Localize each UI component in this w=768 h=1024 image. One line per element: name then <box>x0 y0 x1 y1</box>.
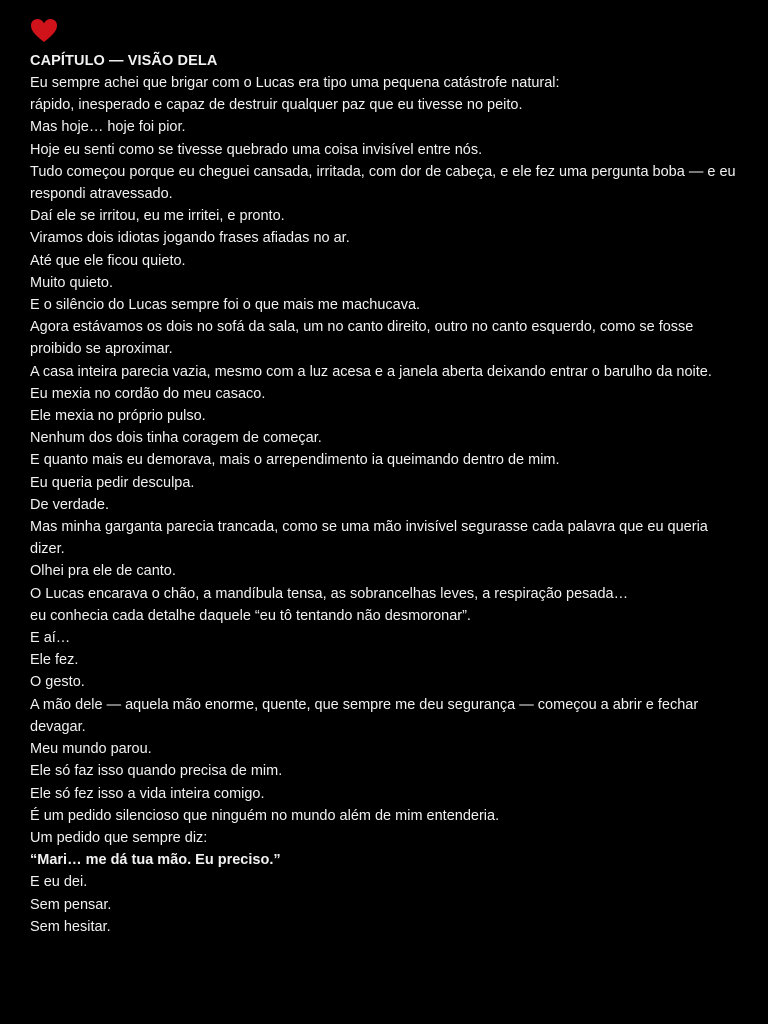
text-line: O Lucas encarava o chão, a mandíbula tensa, as sobrancelhas leves, a respiração pesada… <box>30 585 629 602</box>
text-line: De verdade. <box>30 496 109 513</box>
text-line: Daí ele se irritou, eu me irritei, e pronto. <box>30 208 285 225</box>
text-line: Hoje eu senti como se tivesse quebrado uma coisa invisível entre nós. <box>30 141 483 158</box>
text-line: Ele só faz isso quando precisa de mim. <box>30 763 283 780</box>
text-line: eu conhecia cada detalhe daquele “eu tô tentando não desmoronar”. <box>30 607 471 624</box>
heart-icon <box>30 18 58 44</box>
text-line: A casa inteira parecia vazia, mesmo com a luz acesa e a janela aberta deixando entrar o barulho da noite. <box>30 363 712 380</box>
chapter-title: CAPÍTULO — VISÃO DELA <box>30 53 218 69</box>
text-line: Muito quieto. <box>30 274 114 291</box>
text-line: Agora estávamos os dois no sofá da sala, um no canto direito, outro no canto esquerdo, como se fosse proibido se aproximar. <box>30 319 694 358</box>
chapter-text <box>30 72 746 938</box>
text-line: Ele só fez isso a vida inteira comigo. <box>30 785 265 802</box>
text-line: O gesto. <box>30 674 85 691</box>
text-line: Mas minha garganta parecia trancada, como se uma mão invisível segurasse cada palavra que eu queria dizer. <box>30 519 708 558</box>
text-line: E o silêncio do Lucas sempre foi o que mais me machucava. <box>30 297 421 314</box>
text-line: rápido, inesperado e capaz de destruir qualquer paz que eu tivesse no peito. <box>30 97 523 114</box>
text-line: E eu dei. <box>30 874 88 891</box>
text-line: Viramos dois idiotas jogando frases afiadas no ar. <box>30 230 350 247</box>
chapter-page <box>30 18 746 938</box>
text-line: Nenhum dos dois tinha coragem de começar. <box>30 430 322 447</box>
text-line: Eu mexia no cordão do meu casaco. <box>30 385 266 402</box>
text-line: Tudo começou porque eu cheguei cansada, irritada, com dor de cabeça, e ele fez uma pergunta boba — e eu respondi atravessado. <box>30 163 736 203</box>
text-line: Um pedido que sempre diz: <box>30 829 208 846</box>
text-line: Ele fez. <box>30 652 79 669</box>
text-line: Até que ele ficou quieto. <box>30 252 186 269</box>
text-line: É um pedido silencioso que ninguém no mundo além de mim entenderia. <box>30 807 500 824</box>
text-line: Eu sempre achei que brigar com o Lucas era tipo uma pequena catástrofe natural: <box>30 75 560 91</box>
text-line: Sem hesitar. <box>30 918 111 935</box>
text-line: Eu queria pedir desculpa. <box>30 474 195 491</box>
quoted-line: “Mari… me dá tua mão. Eu preciso.” <box>30 852 281 869</box>
text-line: Olhei pra ele de canto. <box>30 563 176 580</box>
text-line: Sem pensar. <box>30 896 112 913</box>
text-line: E aí… <box>30 630 71 647</box>
text-line: Ele mexia no próprio pulso. <box>30 408 206 425</box>
text-line: A mão dele — aquela mão enorme, quente, que sempre me deu segurança — começou a abrir e fechar devagar. <box>30 696 699 735</box>
text-line: Mas hoje… hoje foi pior. <box>30 119 186 136</box>
text-line: E quanto mais eu demorava, mais o arrependimento ia queimando dentro de mim. <box>30 452 560 469</box>
text-line: Meu mundo parou. <box>30 741 152 758</box>
